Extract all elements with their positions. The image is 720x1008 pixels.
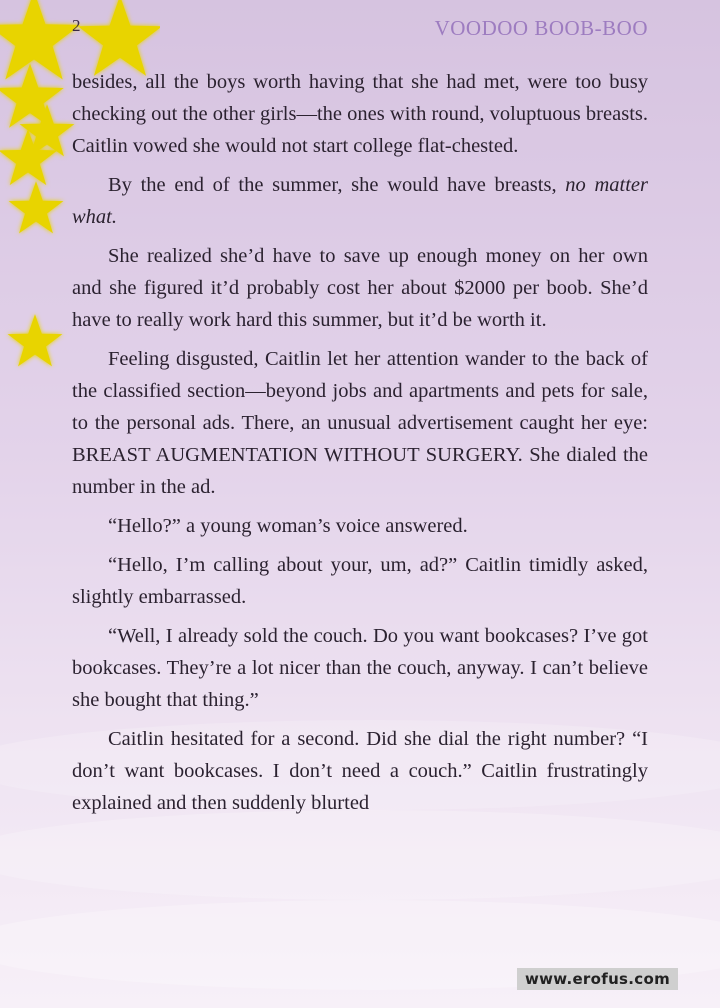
paragraph: “Hello, I’m calling about your, um, ad?” Caitlin timidly asked, slightly embarrassed. [72,554,648,608]
paragraph-text: By the end of the summer, she would have breasts, [108,174,566,196]
star-icon [15,83,45,112]
paragraph: Feeling disgusted, Caitlin let her attention wander to the back of the classified section—beyond jobs and apartments and pets for sale, to the personal ads. There, an unusual advertisement caught her eye: BREAST AUGMENTATION WITHOUT SURGERY. She dialed the number in the ad. [72,348,648,498]
paragraph: besides, all the boys worth having that she had met, were too busy checking out the other girls—the ones with round, voluptuous breasts. Caitlin vowed she would not start college flat-chested. [72,71,648,157]
star-icon [24,197,49,221]
paragraph [72,169,648,233]
star-icon [23,330,48,354]
watermark: www.erofus.com [517,968,678,990]
paragraph: “Well, I already sold the couch. Do you want bookcases? I’ve got bookcases. They’re a lot nicer than the couch, anyway. I can’t believe she bought that thing.” [72,625,648,711]
body-text [72,66,648,826]
star-icon [35,120,60,144]
paragraph: Caitlin hesitated for a second. Did she dial the right number? “I don’t want bookcases. I don’t need a couch.” Caitlin frustratingly explained and then suddenly blurted [72,728,648,814]
star-icon [101,20,139,56]
running-head: VOODOO BOOB-BOO [434,16,648,40]
paragraph: She realized she’d have to save up enough money on her own and she figured it’d probably cost her about $2000 per boob. She’d have to really work hard this summer, but it’d be worth it. [72,245,648,331]
italic-emphasis: no matter what. [72,174,648,228]
paragraph: “Hello?” a young woman’s voice answered. [108,515,468,537]
page-number: 2 [72,16,81,35]
star-icon [13,18,55,58]
